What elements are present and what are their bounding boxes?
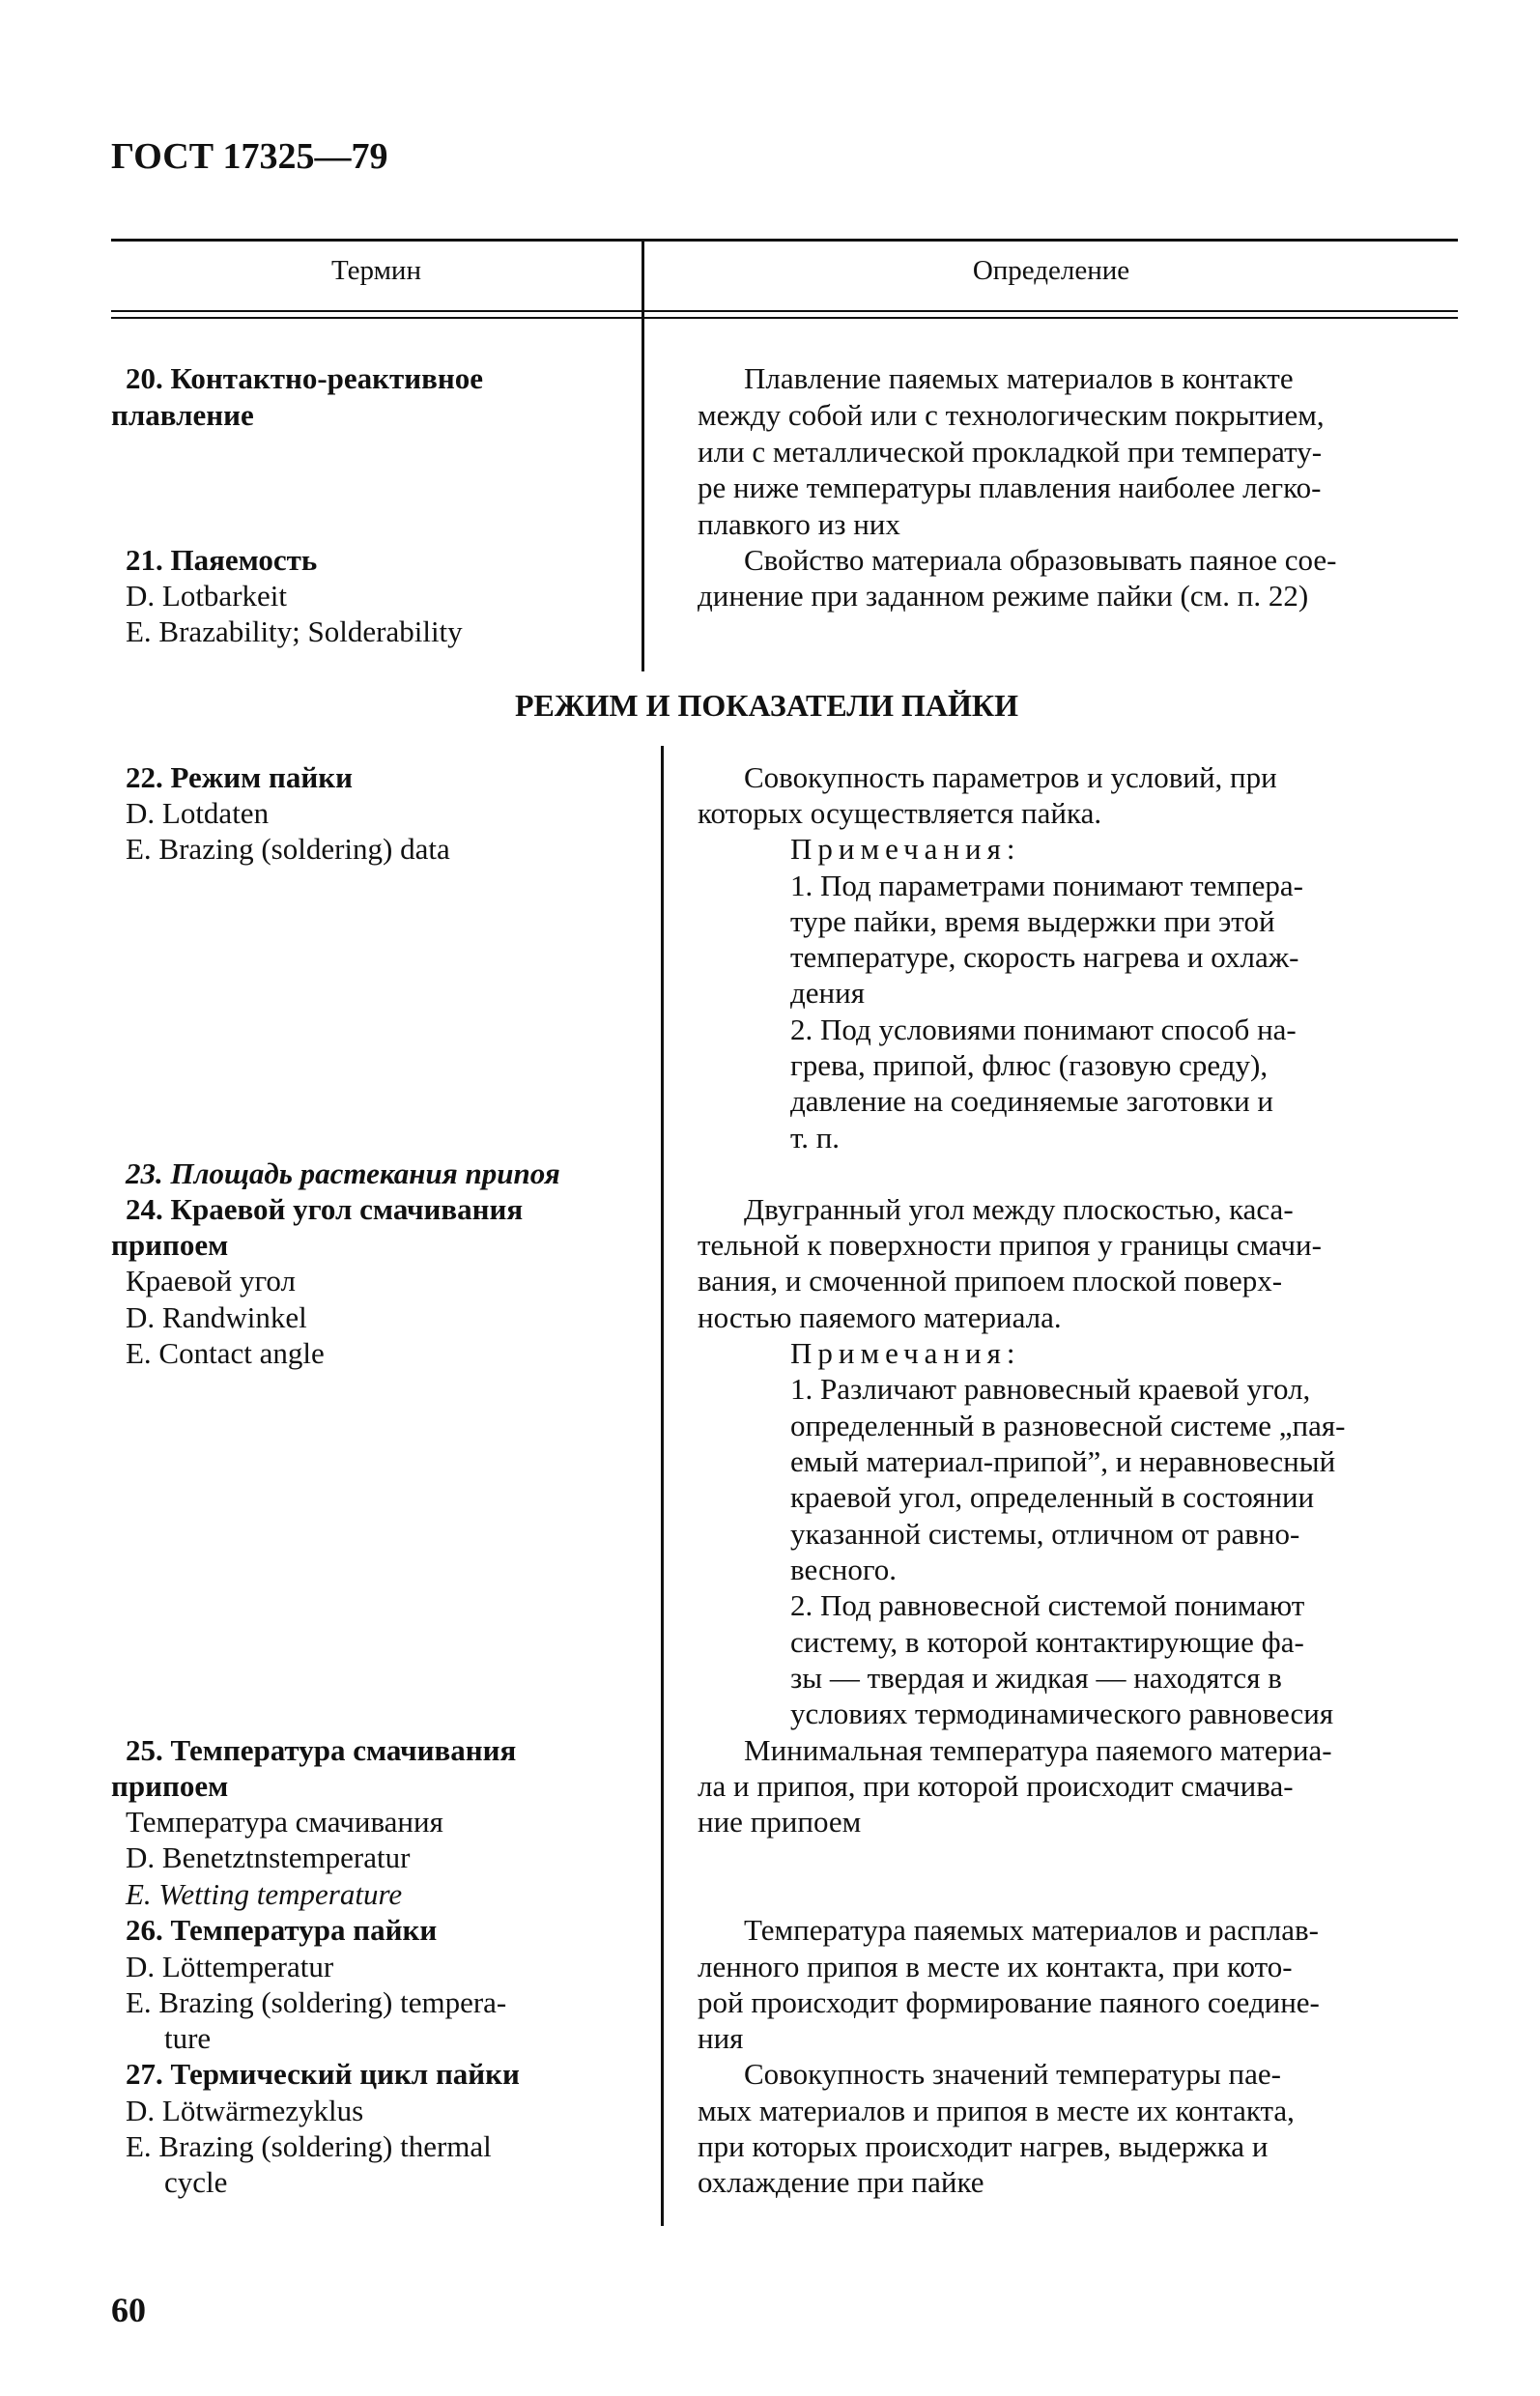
term-21: 21. Паяемость bbox=[126, 543, 318, 577]
definition-20-line-4: ре ниже температуры плавления наиболее легко- bbox=[698, 471, 1322, 504]
column-header-definition: Определение bbox=[972, 255, 1130, 286]
term-26-english-cont: ture bbox=[164, 2021, 212, 2055]
term-21-german: D. Lotbarkeit bbox=[126, 579, 288, 613]
term-27-english-cont: cycle bbox=[164, 2165, 228, 2199]
definition-26-line-3: рой происходит формирование паяного соедине- bbox=[698, 1985, 1320, 2019]
definition-24-line-4: ностью паяемого материала. bbox=[698, 1300, 1062, 1334]
definition-20-line-5: плавкого из них bbox=[698, 507, 900, 541]
definition-26-line-4: ния bbox=[698, 2021, 744, 2055]
term-24-synonym: Краевой угол bbox=[126, 1264, 296, 1298]
term-27-german: D. Lötwärmezyklus bbox=[126, 2094, 364, 2127]
term-20-cont: плавление bbox=[111, 398, 254, 432]
term-20: 20. Контактно-реактивное bbox=[126, 361, 483, 395]
term-26-english: E. Brazing (soldering) tempera- bbox=[126, 1985, 507, 2019]
term-24: 24. Краевой угол смачивания bbox=[126, 1192, 524, 1226]
definition-24-line-1: Двугранный угол между плоскостью, каса- bbox=[744, 1192, 1294, 1226]
column-divider-upper bbox=[642, 319, 644, 671]
term-22-english: E. Brazing (soldering) data bbox=[126, 832, 450, 866]
note-22-line-8: т. п. bbox=[790, 1121, 841, 1155]
column-divider-lower bbox=[661, 746, 664, 2226]
definition-25-line-2: ла и припоя, при которой происходит смачива- bbox=[698, 1769, 1294, 1803]
term-25-english: E. Wetting temperature bbox=[126, 1877, 403, 1911]
definition-27-line-1: Совокупность значений температуры пае- bbox=[744, 2057, 1281, 2091]
note-24-line-6: весного. bbox=[790, 1553, 898, 1586]
table-top-rule bbox=[111, 239, 1458, 242]
definition-25-line-1: Минимальная температура паяемого материа- bbox=[744, 1733, 1332, 1767]
note-22-line-2: туре пайки, время выдержки при этой bbox=[790, 904, 1275, 938]
term-23: 23. Площадь растекания припоя bbox=[126, 1156, 560, 1190]
definition-22-line-2: которых осуществляется пайка. bbox=[698, 796, 1102, 830]
note-24-line-2: определенный в разновесной системе „пая- bbox=[790, 1409, 1346, 1442]
note-24-line-9: зы — твердая и жидкая — находятся в bbox=[790, 1661, 1282, 1695]
definition-22-line-1: Совокупность параметров и условий, при bbox=[744, 760, 1277, 794]
definition-27-line-4: охлаждение при пайке bbox=[698, 2165, 984, 2199]
term-22: 22. Режим пайки bbox=[126, 760, 353, 794]
definition-20-line-3: или с металлической прокладкой при температу- bbox=[698, 435, 1323, 469]
notes-label-22: Примечания: bbox=[790, 832, 1021, 866]
term-24-english: E. Contact angle bbox=[126, 1336, 325, 1370]
term-21-english: E. Brazability; Solderability bbox=[126, 614, 463, 648]
note-24-line-5: указанной системы, отличном от равно- bbox=[790, 1517, 1300, 1551]
term-22-german: D. Lotdaten bbox=[126, 796, 270, 830]
definition-25-line-3: ние припоем bbox=[698, 1805, 862, 1839]
definition-27-line-3: при которых происходит нагрев, выдержка и bbox=[698, 2129, 1269, 2163]
term-25-cont: припоем bbox=[111, 1769, 229, 1803]
note-24-line-3: емый материал-припой”, и неравновесный bbox=[790, 1444, 1336, 1478]
note-24-line-8: систему, в которой контактирующие фа- bbox=[790, 1625, 1304, 1659]
term-27: 27. Термический цикл пайки bbox=[126, 2057, 520, 2091]
term-25: 25. Температура смачивания bbox=[126, 1733, 517, 1767]
definition-21-line-1: Свойство материала образовывать паяное сое- bbox=[744, 543, 1337, 577]
definition-26-line-2: ленного припоя в месте их контакта, при кото- bbox=[698, 1950, 1293, 1983]
term-25-german: D. Benetztnstemperatur bbox=[126, 1840, 411, 1874]
note-24-line-7: 2. Под равновесной системой понимают bbox=[790, 1588, 1305, 1622]
note-22-line-1: 1. Под параметрами понимают темпера- bbox=[790, 869, 1303, 902]
note-22-line-5: 2. Под условиями понимают способ на- bbox=[790, 1013, 1297, 1046]
term-24-german: D. Randwinkel bbox=[126, 1300, 307, 1334]
term-25-synonym: Температура смачивания bbox=[126, 1805, 443, 1839]
definition-26-line-1: Температура паяемых материалов и расплав- bbox=[744, 1913, 1319, 1947]
section-title: РЕЖИМ И ПОКАЗАТЕЛИ ПАЙКИ bbox=[515, 688, 1018, 723]
term-24-cont: припоем bbox=[111, 1228, 229, 1262]
definition-24-line-3: вания, и смоченной припоем плоской поверх- bbox=[698, 1264, 1283, 1298]
definition-21-line-2: динение при заданном режиме пайки (см. п. 22) bbox=[698, 579, 1309, 613]
definition-20-line-1: Плавление паяемых материалов в контакте bbox=[744, 361, 1294, 395]
table-header-rule-1 bbox=[111, 310, 1458, 312]
note-22-line-6: грева, припой, флюс (газовую среду), bbox=[790, 1048, 1269, 1082]
term-27-english: E. Brazing (soldering) thermal bbox=[126, 2129, 492, 2163]
table-header-rule-2 bbox=[111, 317, 1458, 319]
note-22-line-7: давление на соединяемые заготовки и bbox=[790, 1084, 1273, 1118]
definition-20-line-2: между собой или с технологическим покрытием, bbox=[698, 398, 1325, 432]
term-26-german: D. Löttemperatur bbox=[126, 1950, 334, 1983]
column-header-term: Термин bbox=[331, 255, 421, 286]
term-26: 26. Температура пайки bbox=[126, 1913, 438, 1947]
definition-27-line-2: мых материалов и припоя в месте их контакта, bbox=[698, 2094, 1295, 2127]
note-24-line-4: краевой угол, определенный в состоянии bbox=[790, 1480, 1315, 1514]
note-22-line-4: дения bbox=[790, 976, 865, 1010]
page-number: 60 bbox=[111, 2291, 146, 2329]
document-header: ГОСТ 17325—79 bbox=[111, 136, 388, 177]
note-22-line-3: температуре, скорость нагрева и охлаж- bbox=[790, 940, 1299, 974]
notes-label-24: Примечания: bbox=[790, 1336, 1021, 1370]
note-24-line-1: 1. Различают равновесный краевой угол, bbox=[790, 1372, 1311, 1406]
definition-24-line-2: тельной к поверхности припоя у границы смачи- bbox=[698, 1228, 1322, 1262]
note-24-line-10: условиях термодинамического равновесия bbox=[790, 1697, 1334, 1730]
